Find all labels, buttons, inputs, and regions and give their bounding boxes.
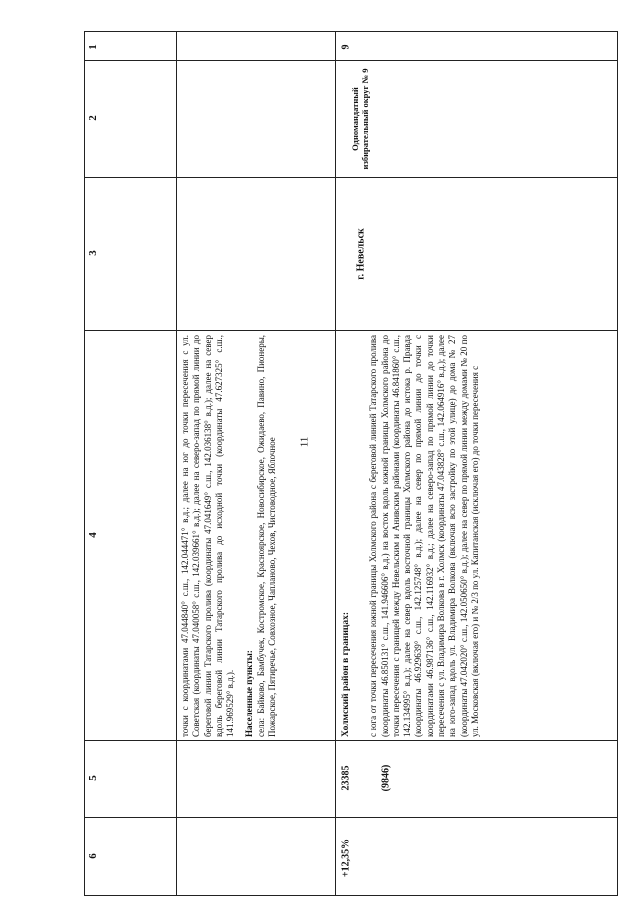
districts-table — [84, 31, 618, 896]
row9-voters-sub: (9846) — [380, 764, 392, 792]
header-col-3: 3 — [87, 250, 99, 256]
continuation-text: точки с координатами 47.044840° с.ш., 142.044471° в.д.; далее на юг до точки пересечения с ул. Советская (координаты 47.040058° с.ш., 142.039661° в.д.); далее на северо-запад по прямой линии до береговой линии Татарского пролива (координаты 47.041649° с.ш., 142.036138° в.д.); далее на север вдоль береговой линии Татарского пролива до исходной точки (координаты 47.627325° с.ш., 141.969529° в.д.). — [180, 334, 236, 737]
row9-voters: 23385 — [340, 765, 352, 791]
row9-deviation: +12,35% — [340, 838, 352, 878]
settlements-list: села: Байково, Бамбучек, Костромское, Красноярское, Новосибирское, Ожидаево, Павино, Пионеры, Пожарское, Пятиречье, Совхозное, Чапланово, Чехов, Чистоводное, Яблочное — [255, 334, 278, 737]
page-number: 11 — [298, 436, 311, 448]
row9-boundary-heading: Холмский район в границах: — [340, 611, 351, 737]
header-col-2: 2 — [87, 115, 99, 121]
row9-district-type: Одномандатный избирательный округ № 9 — [350, 68, 370, 170]
row9-boundary-text: с юга от точки пересечения южной границы Холмского района с береговой линией Татарского пролива (координаты 46.850131° с.ш., 141.946606° в.д.) на восток вдоль южной границы Холмского района до точки пересечения с границей между Невельским и Анивским районами (координаты 46.841860° с.ш., 142.134995° в.д.); далее на север вдоль восточной границы Холмского района до истока р. Правда (координаты 46.929639° с.ш., 142.125748° в.д.); далее на север по прямой линии до точки с координатами 46.987136° с.ш., 142.116932° в.д.; далее на северо-запад по прямой линии до точки пересечения с ул. Владимира Волкова в г. Холмск (координаты 47.043828° с.ш., 142.064916° в.д.); далее на юго-запад вдоль ул. Владимира Волкова (включая всю застройку по этой улице) до дома № 27 (координаты 47.042020° с.ш., 142.050650° в.д.); далее на север по прямой линии между домами № 20 по ул. Московская (включая его) и № 2/3 по ул. Капитанская (исключая его) до точки пересечения с — [367, 334, 480, 737]
row9-boundary-cell — [336, 331, 617, 740]
row9-center: г. Невельск — [355, 228, 367, 280]
settlements-heading: Населенные пункты: — [244, 649, 255, 737]
column-divider-5 — [85, 817, 617, 818]
row9-district-type-cell — [336, 61, 384, 177]
header-col-6: 6 — [87, 853, 99, 859]
header-col-5: 5 — [87, 775, 99, 781]
continuation-cell — [177, 331, 335, 740]
column-divider-2 — [85, 177, 617, 178]
header-col-1: 1 — [87, 44, 99, 50]
column-divider-4 — [85, 740, 617, 741]
header-col-4: 4 — [87, 532, 99, 538]
row9-number: 9 — [340, 44, 352, 50]
